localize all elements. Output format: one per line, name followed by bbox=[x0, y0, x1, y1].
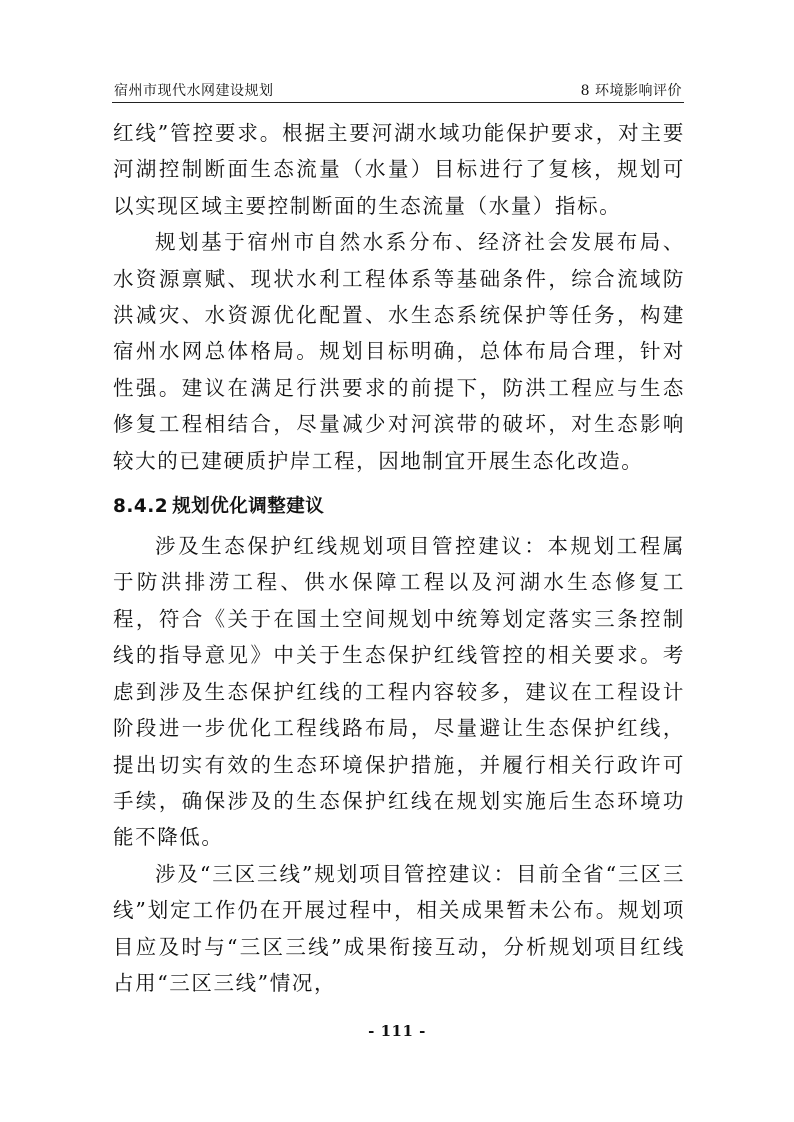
paragraph-ecological-redline: 涉及生态保护红线规划项目管控建议：本规划工程属于防洪排涝工程、供水保障工程以及河湖水生态修复工程，符合《关于在国土空间规划中统筹划定落实三条控制线的指导意见》中关于生态保护红线管控的相关要求。考虑到涉及生态保护红线的工程内容较多，建议在工程设计阶段进一步优化工程线路布局，尽量避让生态保护红线，提出切实有效的生态环境保护措施，并履行相关行政许可手续，确保涉及的生态保护红线在规划实施后生态环境功能不降低。 bbox=[113, 534, 685, 850]
section-title: 规划优化调整建议 bbox=[172, 496, 325, 518]
paragraph-three-zones-three-lines: 涉及“三区三线”规划项目管控建议：目前全省“三区三线”划定工作仍在开展过程中，相关成果暂未公布。规划项目应及时与“三区三线”成果衔接互动，分析规划项目红线占用“三区三线”情况， bbox=[113, 861, 685, 995]
paragraph-continued: 红线”管控要求。根据主要河湖水域功能保护要求，对主要河湖控制断面生态流量（水量）目标进行了复核，规划可以实现区域主要控制断面的生态流量（水量）指标。 bbox=[113, 121, 685, 218]
paragraph-planning-assessment: 规划基于宿州市自然水系分布、经济社会发展布局、水资源禀赋、现状水利工程体系等基础条件，综合流域防洪减灾、水资源优化配置、水生态系统保护等任务，构建宿州水网总体格局。规划目标明确，总体布局合理，针对性强。建议在满足行洪要求的前提下，防洪工程应与生态修复工程相结合，尽量减少对河滨带的破坏，对生态影响较大的已建硬质护岸工程，因地制宜开展生态化改造。 bbox=[113, 230, 685, 473]
header-document-title: 宿州市现代水网建设规划 bbox=[114, 83, 274, 99]
section-number: 8.4.2 bbox=[113, 496, 169, 518]
header-chapter-title: 8 环境影响评价 bbox=[580, 83, 682, 99]
page-number: - 111 - bbox=[368, 1022, 426, 1040]
page-body bbox=[113, 115, 685, 1001]
section-heading bbox=[113, 492, 685, 522]
page-header bbox=[112, 76, 684, 103]
